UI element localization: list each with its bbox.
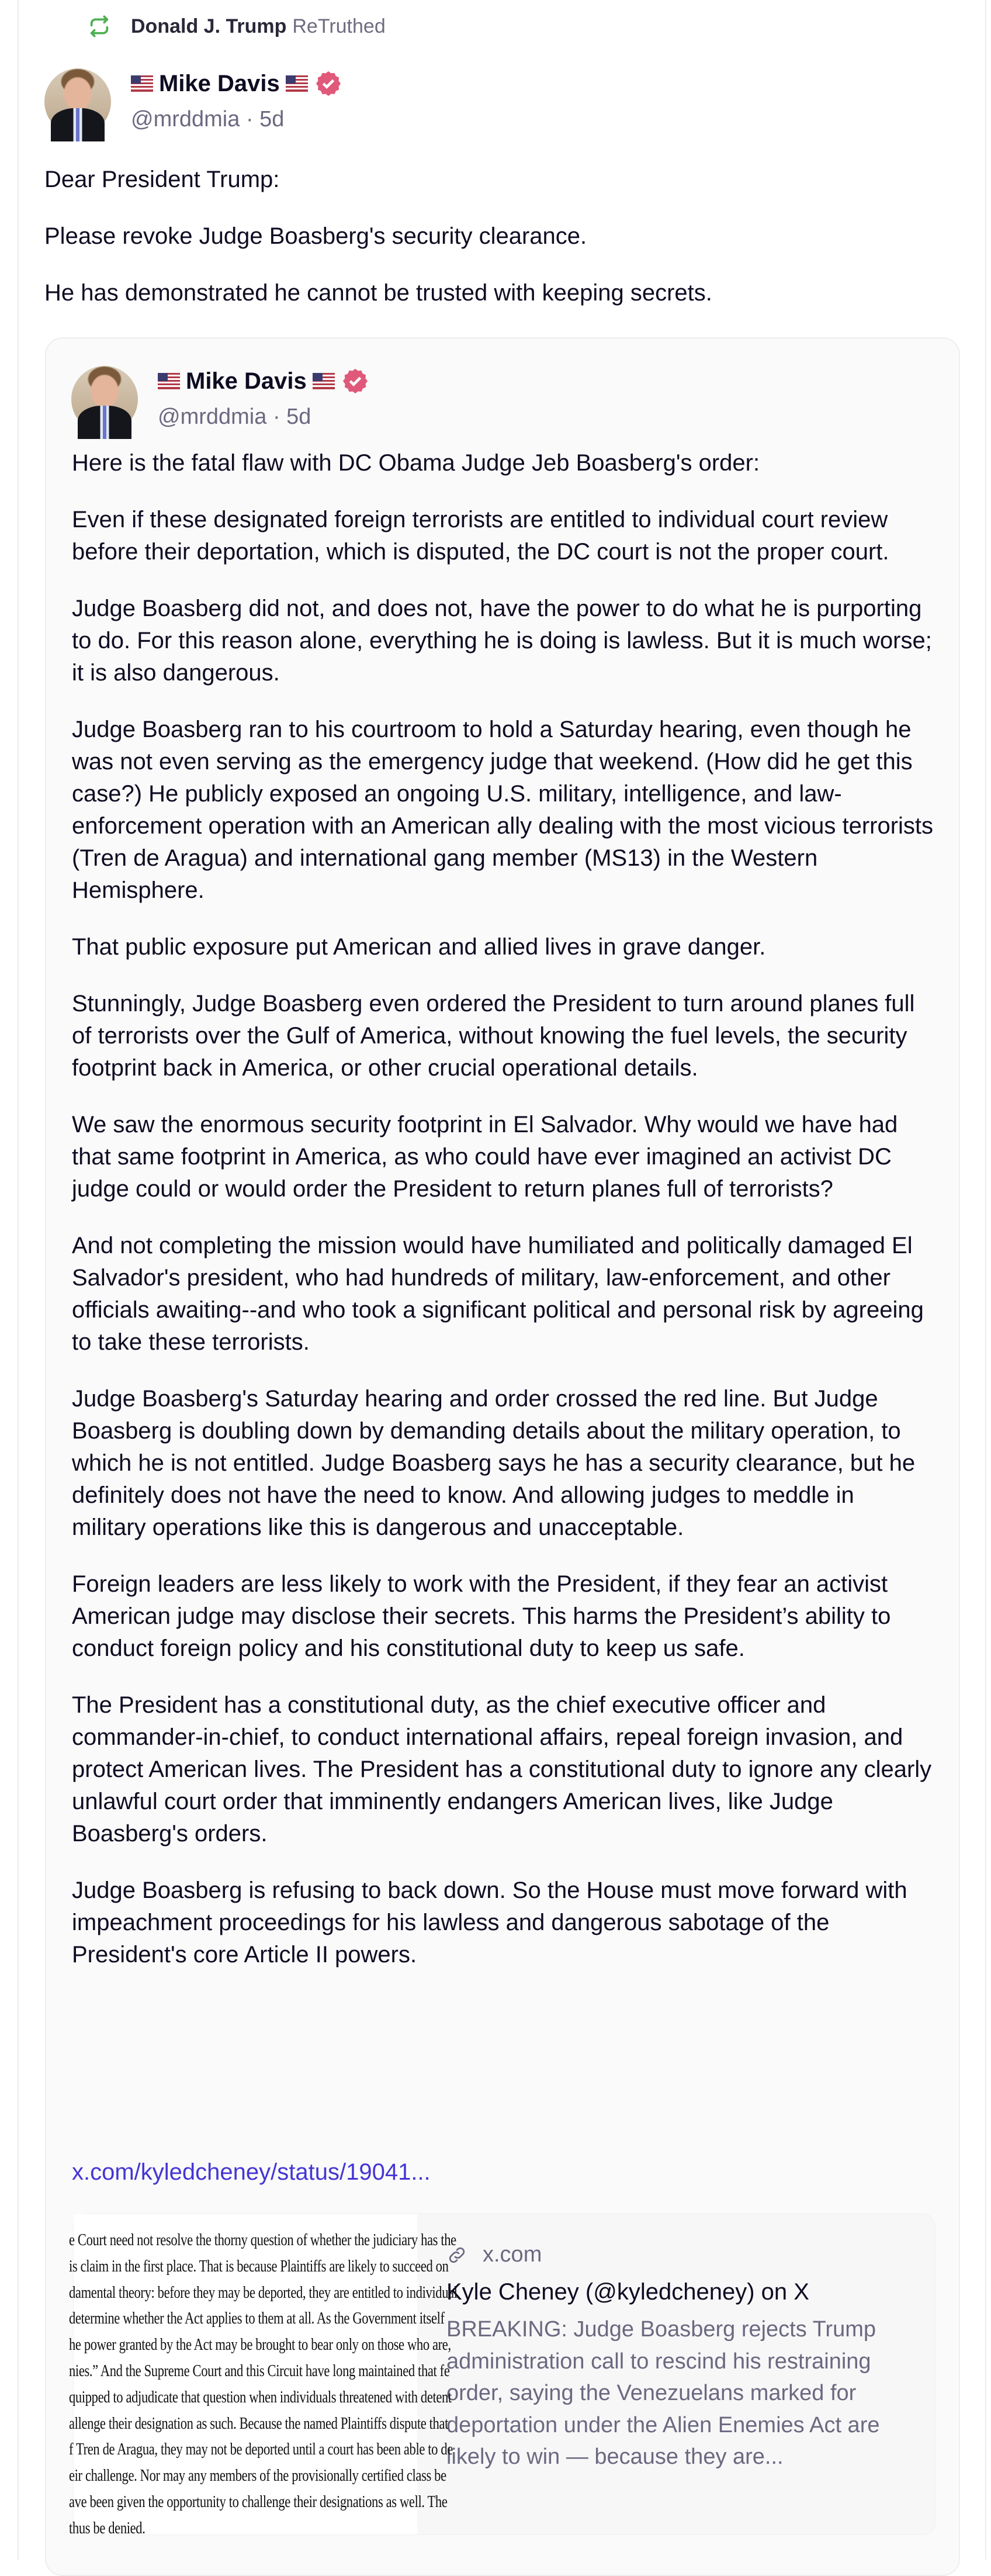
thumbnail-text-line: nies.” And the Supreme Court and this Circuit have long maintained that fe	[69, 2361, 450, 2380]
verified-badge-icon	[342, 368, 369, 395]
us-flag-icon	[313, 373, 335, 389]
avatar[interactable]	[71, 366, 138, 433]
quoted-post[interactable]	[45, 337, 960, 2576]
link-preview-card[interactable]	[69, 2214, 935, 2537]
thumbnail-text-line: determine whether the Act applies to them at all. As the Government itself	[69, 2309, 445, 2328]
quoted-author-name: Mike Davis	[186, 368, 307, 394]
verified-badge-icon	[315, 70, 342, 97]
link-preview-title: Kyle Cheney (@kyledcheney) on X	[446, 2279, 809, 2305]
thumbnail-text-line: damental theory: before they may be deported, they are entitled to individual	[69, 2283, 458, 2302]
link-preview-thumbnail	[69, 2214, 458, 2537]
retruth-banner	[88, 13, 386, 40]
quoted-body: Here is the fatal flaw with DC Obama Judge Jeb Boasberg's order: Even if these designated foreign terrorists are entitled to individual court review before their deportation, which is disputed, the DC court is not the proper court. Judge Boasberg did not, and does not, have the power to do what he is purporting to do. For this reason alone, everything he is doing is lawless. But it is much worse; it is also dangerous. Judge Boasberg ran to his courtroom to hold a Saturday hearing, even though he was not even serving as the emergency judge that weekend. (How did he get this case?) He publicly exposed an ongoing U.S. military, intelligence, and law-enforcement operation with an American ally dealing with the most vicious terrorists (Tren de Aragua) and international gang member (MS13) in the Western Hemisphere. That public exposure put American and allied lives in grave danger. Stunningly, Judge Boasberg even ordered the President to turn around planes full of terrorists over the Gulf of America, without knowing the fuel levels, the security footprint back in America, or other crucial operational details. We saw the enormous security footprint in El Salvador. Why would we have had that same footprint in America, as who could have ever imagined an activist DC judge could or would order the President to return planes full of terrorists? And not completing the mission would have humiliated and politically damaged El Salvador's president, who had hundreds of military, law-enforcement, and other officials awaiting--and who took a significant political and personal risk by agreeing to take these terrorists. Judge Boasberg's Saturday hearing and order crossed the red line. But Judge Boasberg is doubling down by demanding details about the military operation, to which he is not entitled. Judge Boasberg says he has a security clearance, but he definitely does not have the need to know. And allowing judges to meddle in military operations like this is dangerous and unacceptable. Foreign leaders are less likely to work with the President, if they fear an activist American judge may disclose their secrets. This harms the President’s ability to conduct foreign policy and his constitutional duty to keep us safe. The President has a constitutional duty, as the chief executive officer and commander-in-chief, to conduct international affairs, repeal foreign invasion, and protect American lives. The President has a constitutional duty to ignore any clearly unlawful court order that imminently endangers American lives, like Judge Boasberg's orders. Judge Boasberg is refusing to back down. So the House must move forward with impeachment proceedings for his lawless and dangerous sabotage of the President's core Article II powers.	[72, 450, 934, 1968]
thumbnail-text-line: allenge their designation as such. Because the named Plaintiffs dispute that	[69, 2414, 448, 2433]
thumbnail-text-line: e Court need not resolve the thorny question of whether the judiciary has the	[69, 2231, 456, 2249]
author-handle[interactable]: @mrddmia	[158, 404, 267, 429]
thumbnail-text-line: eir challenge. Nor may any members of the provisionally certified class be	[69, 2466, 446, 2485]
author-name: Mike Davis	[159, 70, 280, 96]
retruth-icon	[88, 15, 111, 38]
author-meta: @mrddmia · 5d	[131, 107, 285, 132]
quoted-author-meta: @mrddmia · 5d	[158, 404, 311, 429]
quoted-author-name-row[interactable]	[158, 366, 369, 396]
thumbnail-text-line: thus be denied.	[69, 2518, 145, 2537]
post-header	[44, 68, 342, 135]
retruth-user[interactable]: Donald J. Trump	[131, 15, 287, 37]
author-name-row[interactable]	[131, 68, 342, 99]
retruth-action: ReTruthed	[292, 15, 386, 37]
us-flag-icon	[131, 75, 153, 92]
thumbnail-text-line: is claim in the first place. That is because Plaintiffs are likely to succeed on	[69, 2256, 449, 2276]
us-flag-icon	[158, 373, 180, 389]
post-time[interactable]: 5d	[259, 107, 285, 132]
link-preview-description: BREAKING: Judge Boasberg rejects Trump administration call to rescind his restraining order, saying the Venezuelans marked for deportation under the Alien Enemies Act are likely to win — because they are...	[446, 2317, 880, 2469]
external-link[interactable]: x.com/kyledcheney/status/19041...	[72, 2159, 431, 2185]
author-handle[interactable]: @mrddmia	[131, 107, 240, 132]
quoted-header	[71, 366, 369, 433]
link-preview-domain: x.com	[483, 2242, 912, 2267]
thumbnail-text-line: he power granted by the Act may be brought to bear only on those who are,	[69, 2335, 451, 2354]
thumbnail-text-line: quipped to adjudicate that question when individuals threatened with detent	[69, 2387, 452, 2406]
thumbnail-text-line: f Tren de Aragua, they may not be deported until a court has been able to de	[69, 2440, 453, 2459]
avatar[interactable]	[44, 68, 111, 135]
post-time[interactable]: 5d	[286, 404, 311, 429]
us-flag-icon	[286, 75, 308, 92]
thumbnail-text-line: ave been given the opportunity to challenge their designations as well. The	[69, 2492, 448, 2511]
post-body: Dear President Trump: Please revoke Judge Boasberg's security clearance. He has demonstrated he cannot be trusted with keeping secrets.	[44, 167, 712, 306]
